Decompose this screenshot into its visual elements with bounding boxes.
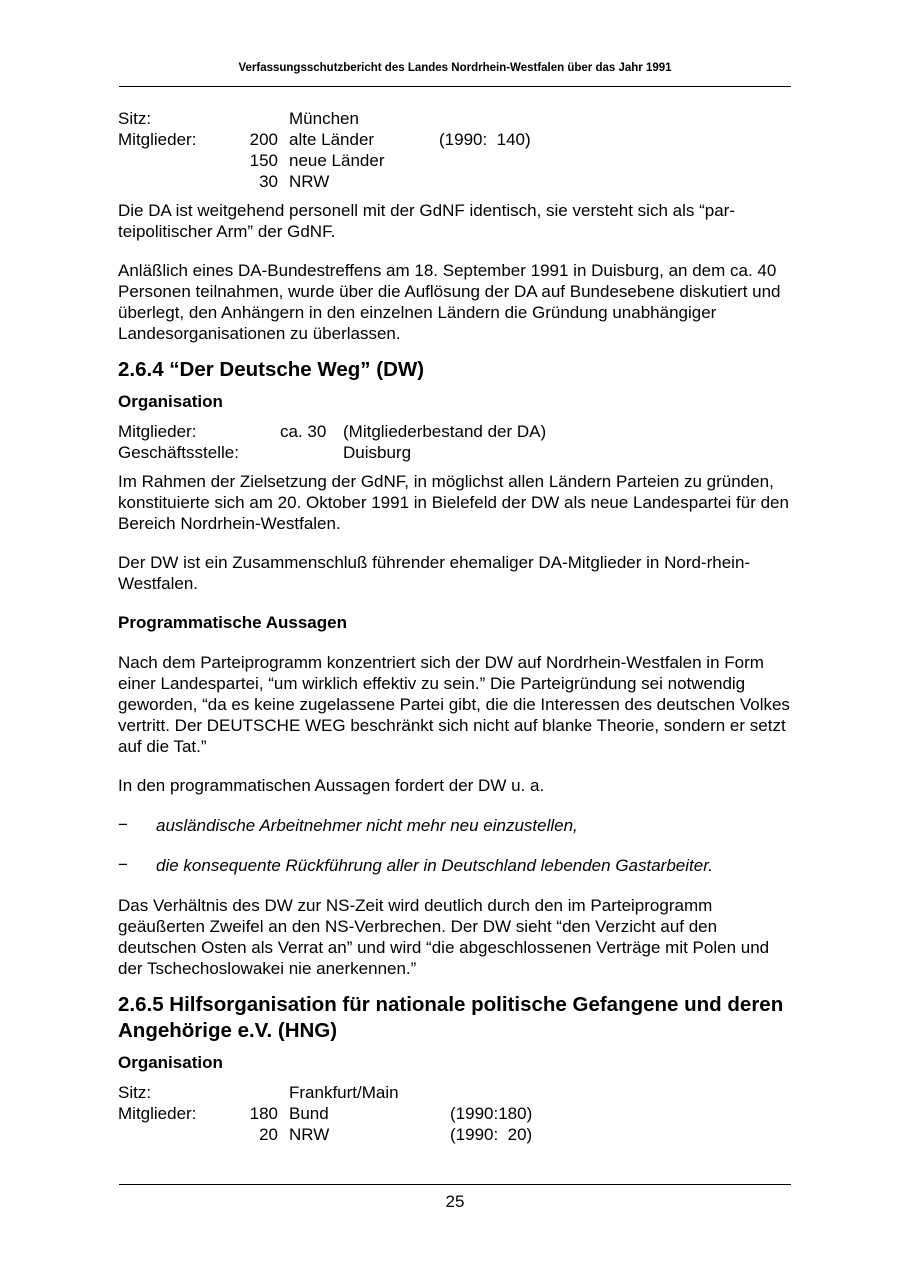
member-region: NRW: [289, 172, 330, 191]
da-facts: [118, 108, 790, 192]
mitglieder-label: Mitglieder:: [118, 130, 197, 149]
page-number: 25: [445, 1192, 465, 1211]
list-item-text: ausländische Arbeitnehmer nicht mehr neu einzustellen,: [156, 816, 578, 835]
member-region: NRW: [289, 1125, 330, 1144]
member-note: (1990: 20): [450, 1125, 533, 1144]
member-region: alte Länder: [289, 130, 375, 149]
paragraph: Im Rahmen der Zielsetzung der GdNF, in möglichst allen Ländern Parteien zu gründen, konstituierte sich am 20. Oktober 1991 in Bielefeld der DW als neue Landespartei für den Bereich Nordrhein-Westfalen.: [118, 472, 789, 533]
dash-icon: −: [118, 855, 128, 874]
page-body: [118, 108, 790, 1153]
list-item-text: die konsequente Rückführung aller in Deutschland lebenden Gastarbeiter.: [156, 856, 713, 875]
organisation-heading: Organisation: [118, 1053, 223, 1072]
member-note: (Mitgliederbestand der DA): [343, 422, 547, 441]
member-count: 30: [259, 172, 278, 191]
paragraph: In den programmatischen Aussagen fordert der DW u. a.: [118, 776, 545, 795]
geschaeftsstelle-value: Duisburg: [343, 443, 412, 462]
paragraph: Der DW ist ein Zusammenschluß führender ehemaliger DA-Mitglieder in Nord-rhein-Westfalen.: [118, 553, 751, 593]
member-count: 20: [259, 1125, 278, 1144]
mitglieder-label: Mitglieder:: [118, 422, 197, 441]
member-note: (1990:180): [450, 1104, 533, 1123]
programmatic-heading: Programmatische Aussagen: [118, 613, 347, 632]
sitz-label: Sitz:: [118, 109, 152, 128]
geschaeftsstelle-label: Geschäftsstelle:: [118, 443, 239, 462]
section-heading-hng: 2.6.5 Hilfsorganisation für nationale politische Gefangene und deren Angehörige e.V. (HNG): [118, 993, 784, 1042]
member-region: neue Länder: [289, 151, 385, 170]
section-heading-dw: 2.6.4 “Der Deutsche Weg” (DW): [118, 358, 425, 381]
header-rule: [119, 86, 791, 87]
paragraph: Anläßlich eines DA-Bundestreffens am 18. September 1991 in Duisburg, an dem ca. 40 Personen teilnahmen, wurde über die Auflösung der DA auf Bundesebene diskutiert und überlegt, den Anhängern in den einzelnen Ländern die Gründung unabhängiger Landesorganisationen zu überlassen.: [118, 261, 781, 343]
member-count: 180: [249, 1104, 278, 1123]
paragraph: Das Verhältnis des DW zur NS-Zeit wird deutlich durch den im Parteiprogramm geäußerten Zweifel an den NS-Verbrechen. Der DW sieht “den Verzicht auf den deutschen Osten als Verrat an” und wird “die abgeschlossenen Verträge mit Polen und der Tschechoslowakei nie anerkennen.”: [118, 896, 770, 978]
hng-facts: [118, 1082, 790, 1145]
organisation-heading: Organisation: [118, 392, 223, 411]
mitglieder-label: Mitglieder:: [118, 1104, 197, 1123]
member-region: Bund: [289, 1104, 329, 1123]
member-count: ca. 30: [280, 422, 327, 441]
list-item: [118, 815, 790, 836]
running-header: Verfassungsschutzbericht des Landes Nordrhein-Westfalen über das Jahr 1991: [238, 62, 672, 74]
sitz-label: Sitz:: [118, 1083, 152, 1102]
sitz-value: München: [289, 109, 359, 128]
paragraph: Die DA ist weitgehend personell mit der GdNF identisch, sie versteht sich als “par-teipolitischer Arm” der GdNF.: [118, 201, 735, 241]
member-note: (1990: 140): [439, 130, 531, 149]
sitz-value: Frankfurt/Main: [289, 1083, 399, 1102]
dash-icon: −: [118, 815, 128, 834]
paragraph: Nach dem Parteiprogramm konzentriert sich der DW auf Nordrhein-Westfalen in Form einer Landespartei, “um wirklich effektiv zu sein.” Die Parteigründung sei notwendig geworden, “da es keine zugelassene Partei gibt, die die Interessen des deutschen Volkes vertritt. Der DEUTSCHE WEG beschränkt sich nicht auf blanke Theorie, sondern er setzt auf die Tat.”: [118, 653, 790, 756]
member-count: 200: [249, 130, 278, 149]
member-count: 150: [249, 151, 278, 170]
footer-rule: [119, 1184, 791, 1185]
list-item: [118, 855, 790, 876]
dw-facts: [118, 421, 790, 463]
